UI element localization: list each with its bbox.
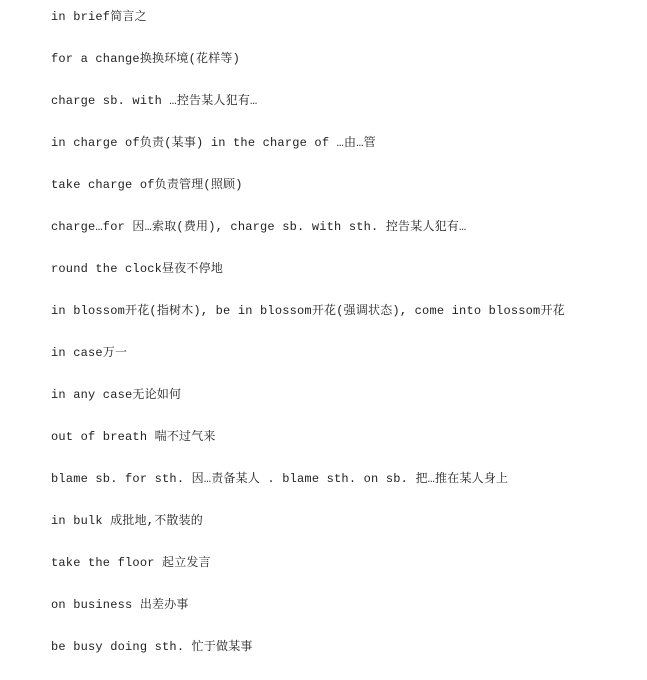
phrase-line: round the clock昼夜不停地 — [51, 262, 224, 276]
phrase-line: in blossom开花(指树木), be in blossom开花(强调状态), come into blossom开花 — [51, 304, 565, 318]
phrase-line: charge…for 因…索取(费用), charge sb. with sth. 控告某人犯有… — [51, 220, 467, 234]
phrase-line: out of breath 喘不过气来 — [51, 430, 216, 444]
phrase-line: take charge of负责管理(照顾) — [51, 178, 243, 192]
phrase-line: take the floor 起立发言 — [51, 556, 211, 570]
phrase-list — [51, 8, 565, 680]
phrase-line: on business 出差办事 — [51, 598, 189, 612]
phrase-line: be busy doing sth. 忙于做某事 — [51, 640, 253, 654]
phrase-line: for a change换换环境(花样等) — [51, 52, 241, 66]
phrase-line: in charge of负责(某事) in the charge of …由…管 — [51, 136, 376, 150]
phrase-line: blame sb. for sth. 因…责备某人 . blame sth. on sb. 把…推在某人身上 — [51, 472, 509, 486]
phrase-line: in bulk 成批地,不散装的 — [51, 514, 204, 528]
phrase-line: in any case无论如何 — [51, 388, 182, 402]
phrase-line: in brief简言之 — [51, 10, 147, 24]
phrase-line: charge sb. with …控告某人犯有… — [51, 94, 258, 108]
phrase-line: in case万一 — [51, 346, 128, 360]
